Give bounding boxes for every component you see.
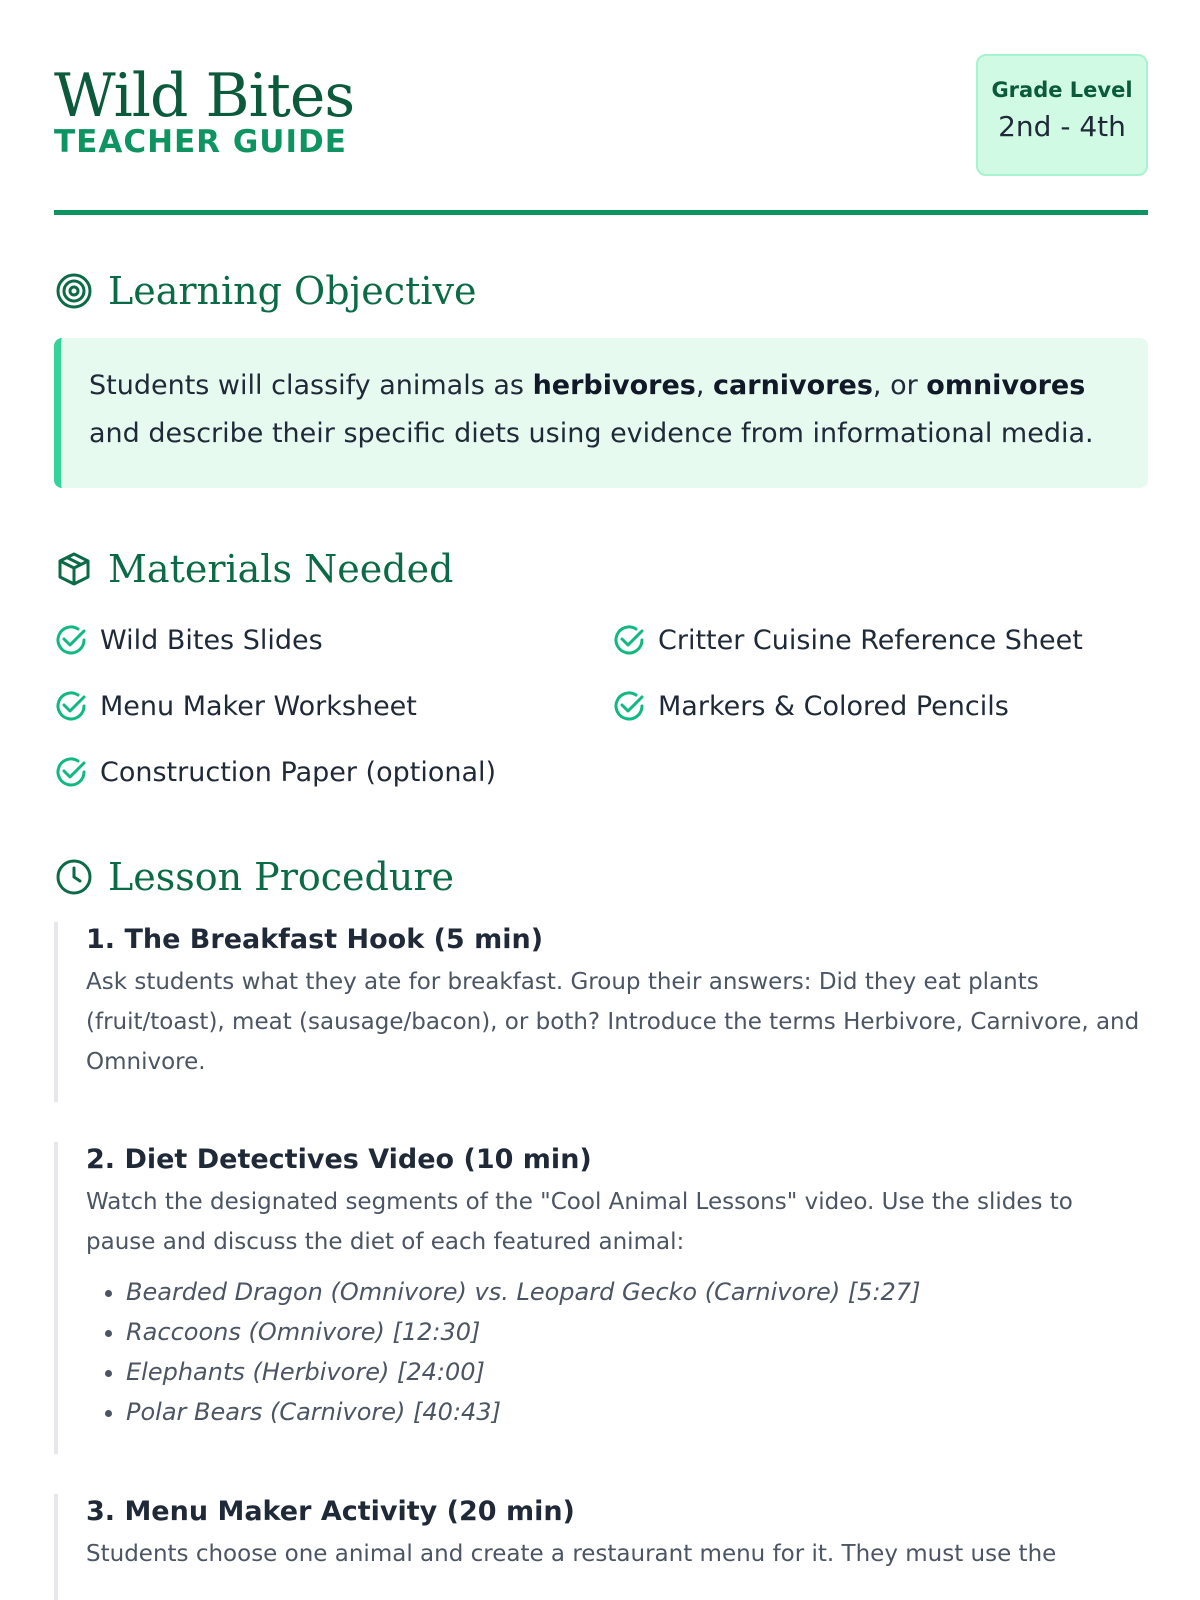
material-label: Wild Bites Slides <box>100 624 323 656</box>
objective-text-2: , <box>695 370 714 401</box>
procedure-step <box>54 922 1148 1102</box>
material-label: Critter Cuisine Reference Sheet <box>658 624 1083 656</box>
objective-heading <box>54 266 476 316</box>
objective-heading-text: Learning Objective <box>108 269 477 313</box>
step-title: 3. Menu Maker Activity (20 min) <box>86 1496 575 1527</box>
check-circle-icon <box>612 623 646 657</box>
material-item <box>54 620 323 660</box>
materials-heading-text: Materials Needed <box>108 547 454 591</box>
term-herbivores: herbivores <box>532 370 696 401</box>
material-item <box>612 686 1009 726</box>
materials-heading <box>54 544 453 594</box>
objective-text-1: Students will classify animals as <box>89 370 533 401</box>
material-item <box>612 620 1083 660</box>
objective-text-3: , or <box>872 370 927 401</box>
procedure-heading <box>54 852 454 902</box>
step-title: 2. Diet Detectives Video (10 min) <box>86 1144 592 1175</box>
grade-level-value: 2nd - 4th <box>998 110 1126 143</box>
list-item: • Elephants (Herbivore) [24:00] <box>126 1352 1148 1392</box>
page-title: Wild Bites <box>54 61 355 131</box>
material-label: Construction Paper (optional) <box>100 756 497 788</box>
step-title: 1. The Breakfast Hook (5 min) <box>86 924 544 955</box>
grade-level-label: Grade Level <box>991 78 1133 102</box>
objective-box <box>54 338 1148 488</box>
check-circle-icon <box>54 755 88 789</box>
list-item: • Bearded Dragon (Omnivore) vs. Leopard Gecko (Carnivore) [5:27] <box>126 1272 1148 1312</box>
step-body: Watch the designated segments of the "Cool Animal Lessons" video. Use the slides to pause and discuss the diet of each featured animal: <box>86 1189 1073 1255</box>
page-subtitle: TEACHER GUIDE <box>54 124 347 160</box>
material-label: Markers & Colored Pencils <box>658 690 1009 722</box>
check-circle-icon <box>612 689 646 723</box>
procedure-heading-text: Lesson Procedure <box>108 855 454 899</box>
procedure-step <box>54 1494 1148 1600</box>
box-icon <box>54 549 94 589</box>
procedure-step <box>54 1142 1148 1454</box>
grade-level-badge <box>976 54 1148 176</box>
material-item <box>54 752 496 792</box>
target-icon <box>54 271 94 311</box>
check-circle-icon <box>54 623 88 657</box>
material-item <box>54 686 417 726</box>
check-circle-icon <box>54 689 88 723</box>
list-item: • Raccoons (Omnivore) [12:30] <box>126 1312 1148 1352</box>
list-item: • Polar Bears (Carnivore) [40:43] <box>126 1392 1148 1432</box>
guide-header <box>54 54 1148 215</box>
material-label: Menu Maker Worksheet <box>100 690 417 722</box>
term-carnivores: carnivores <box>713 370 873 401</box>
term-omnivores: omnivores <box>926 370 1086 401</box>
objective-text-4: and describe their specific diets using evidence from informational media. <box>89 418 1094 449</box>
video-segment-list <box>86 1272 1148 1432</box>
step-body: Ask students what they ate for breakfast. Group their answers: Did they eat plants (fruit/toast), meat (sausage/bacon), or both? Introduce the terms Herbivore, Carnivore, and Omnivore. <box>86 969 1140 1075</box>
step-body: Students choose one animal and create a restaurant menu for it. They must use the <box>86 1541 1057 1567</box>
clock-icon <box>54 857 94 897</box>
